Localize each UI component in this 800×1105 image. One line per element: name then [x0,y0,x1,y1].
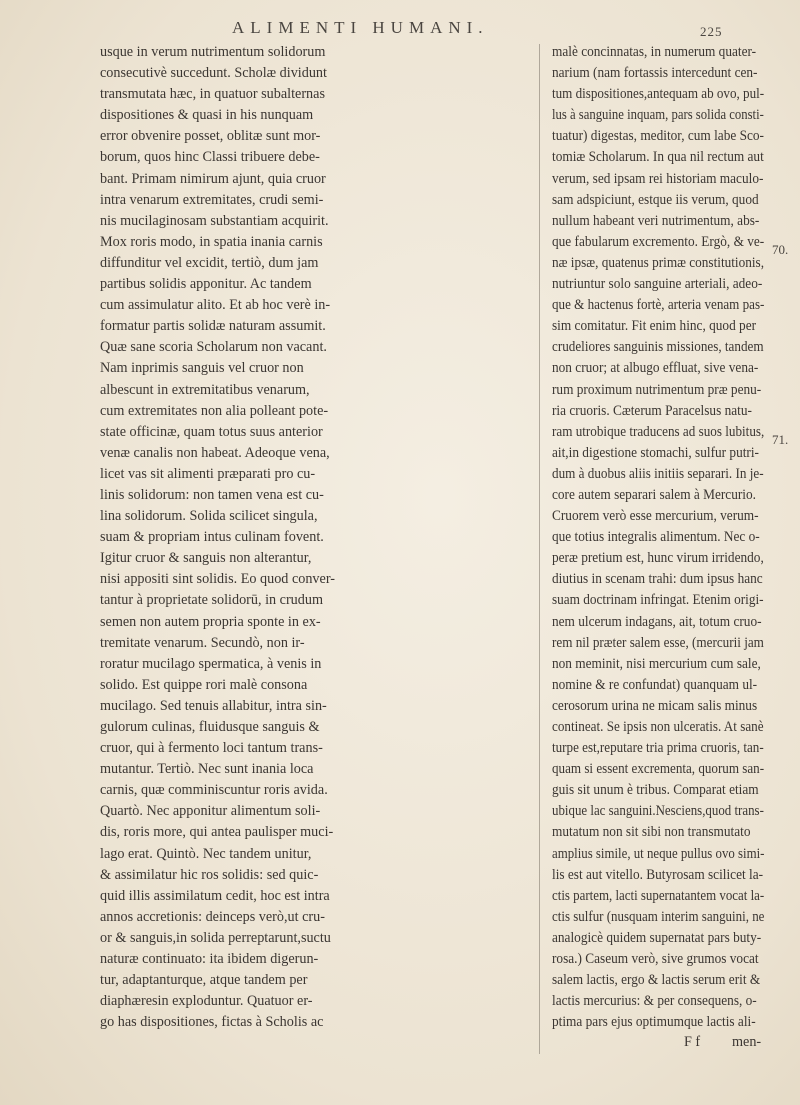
text-line: nullum habeant veri nutrimentum, abs- [552,212,760,229]
text-line: semen non autem propria sponte in ex- [100,613,321,630]
text-line: nomine & re confundat) quanquam ul- [552,676,758,693]
text-line: albescunt in extremitatibus venarum, [100,381,310,398]
text-line: nisi appositi sint solidis. Eo quod conver- [100,571,335,588]
text-line: diffunditur vel excidit, tertiò, dum jam [100,254,319,271]
page-number: 225 [700,24,723,39]
text-line: dis, roris more, qui antea paulisper muci- [100,824,334,841]
text-line: or & sanguis,in solida perreptarunt,suctu [100,929,331,946]
text-line: cum assimulatur alito. Et ab hoc verè in- [100,297,331,314]
text-line: transmutata hæc, in quatuor subalternas [100,86,325,103]
text-line: solido. Est quippe rori malè consona [100,676,308,693]
text-line: næ ipsæ, quatenus primæ constitutionis, [552,254,765,271]
text-line: carnis, quæ comminiscuntur roris avida. [100,782,328,799]
catchword: men- [732,1034,762,1050]
text-line: gulorum culinas, fluidusque sanguis & [100,719,320,735]
text-line: cum extremitates non alia polleant pote- [100,402,329,419]
text-line: guis sit unum è tribus. Comparat etiam [552,782,759,799]
text-line: quid illis assimilatum cedit, hoc est intra [100,887,330,904]
text-line: nem ulcerum indagans, ait, totum cruo- [552,613,762,630]
text-line: venæ canalis non habeat. Adeoque vena, [100,444,330,461]
text-line: core autem separari salem à Mercurio. [552,486,756,503]
text-line: malè concinnatas, in numerum quater- [552,44,757,60]
text-line: turpe est,reputare tria prima cruoris, tan- [552,740,764,757]
text-line: Quæ sane scoria Scholarum non vacant. [100,339,327,356]
text-line: lus à sanguine inquam, pars solida consti- [552,107,764,124]
text-line: lis est aut vitello. Butyrosam scilicet la- [552,866,764,883]
text-line: tum dispositiones,antequam ab ovo, pul- [552,86,765,103]
text-line: dispositiones & quasi in his nunquam [100,107,314,124]
text-line: diaphæresin exploduntur. Quatuor er- [100,993,313,1010]
text-line: que totius integralis alimentum. Nec o- [552,529,760,546]
text-line: borum, quos hinc Classi tribuere debe- [100,149,320,166]
text-line: diutius in scenam trahi: dum ipsus hanc [552,571,763,588]
text-line: rem nil præter salem esse, (mercurii jam [552,634,764,651]
text-line: mutantur. Tertiò. Nec sunt inania loca [100,761,314,778]
text-line: tomiæ Scholarum. In qua nil rectum aut [552,149,764,166]
text-line: Igitur cruor & sanguis non alterantur, [100,550,312,567]
text-line: analogicè quidem supernatat pars buty- [552,929,762,946]
text-line: state officinæ, quam totus suus anterior [100,423,323,440]
text-line: peræ pretium est, hunc virum irridendo, [552,550,764,567]
text-line: intra venarum extremitates, crudi semi- [100,191,324,208]
running-head: ALIMENTI HUMANI. [232,18,489,37]
text-line: ait,in digestione stomachi, sulfur putri- [552,444,759,461]
text-line: tur, adaptanturque, atque tandem per [100,972,308,989]
text-line: bant. Primam nimirum ajunt, quia cruor [100,170,326,187]
text-line: que & hactenus fortè, arteria venam pas- [552,297,765,314]
text-line: naturæ continuato: ita ibidem digerun- [100,951,319,968]
text-line: consecutivè succedunt. Scholæ dividunt [100,65,327,82]
text-line: lago erat. Quintò. Nec tandem unitur, [100,845,312,862]
text-line: suam & propriam intus culinam fovent. [100,529,324,546]
text-line: linis solidorum: non tamen vena est cu- [100,486,324,503]
text-line: ptima pars ejus optimumque lactis ali- [552,1014,756,1031]
text-line: Nam inprimis sanguis vel cruor non [100,360,304,377]
text-line: lina solidorum. Solida scilicet singula, [100,508,318,525]
text-line: annos accretionis: deinceps verò,ut cru- [100,908,325,925]
text-line: que fabularum excremento. Ergò, & ve- [552,233,765,250]
text-line: nutriuntur solo sanguine arteriali, adeo- [552,276,763,293]
text-line: ram utrobique traducens ad suos lubitus, [552,423,765,440]
text-line: lactis mercurius: & per consequens, o- [552,993,757,1010]
text-line: tremitate venarum. Secundò, non ir- [100,634,305,651]
text-line: rum proximum nutrimentum præ penu- [552,381,762,398]
margin-note-70: 70. [772,242,789,257]
text-line: usque in verum nutrimentum solidorum [100,44,326,60]
text-line: tantur à proprietate solidorū, in crudum [100,592,323,609]
text-line: suam doctrinam infringat. Etenim origi- [552,592,764,609]
text-line: ubique lac sanguini.Nesciens,quod trans- [552,803,764,820]
text-line: licet vas sit alimenti præparati pro cu- [100,465,316,482]
text-line: crudeliores sanguinis missiones, tandem [552,339,764,356]
text-line: salem lactis, ergo & lactis serum erit & [552,972,761,989]
text-line: error obvenire posset, oblitæ sunt mor- [100,128,321,145]
text-line: dum à duobus aliis initiis separari. In je- [552,465,764,482]
left-text-column [100,42,532,1033]
text-line: verum, sed ipsam rei historiam maculo- [552,170,764,187]
text-line: ctis partem, lacti supernatantem vocat la- [552,887,765,904]
text-line: mutatum non sit sibi non transmutato [552,824,751,841]
text-line: quam si essent excrementa, quorum san- [552,761,765,778]
text-line: amplius simile, ut neque pullus ovo simi- [552,845,765,862]
text-line: cerosorum urina ne micam salis minus [552,697,758,714]
text-line: nis mucilaginosam substantiam acquirit. [100,212,329,229]
margin-note-71: 71. [772,432,789,447]
text-line: sam adspiciunt, estque iis verum, quod [552,191,759,208]
text-line: non cruor; at albugo effluat, sive vena- [552,360,759,377]
text-line: mucilago. Sed tenuis allabitur, intra sin- [100,697,327,714]
text-line: tuatur) digestas, meditor, cum labe Sco- [552,128,764,145]
text-line: rosa.) Caseum verò, sive grumos vocat [552,951,759,968]
text-line: go has dispositiones, fictas à Scholis ac [100,1014,324,1031]
text-line: ctis sulfur (nusquam interim sanguini, ne [552,908,765,925]
text-line: roratur mucilago spermatica, à venis in [100,655,322,672]
text-line: Mox roris modo, in spatia inania carnis [100,233,323,250]
text-line: cruor, qui à fermento loci tantum trans- [100,740,323,757]
signature-mark: F f [684,1034,701,1050]
text-line: ria cruoris. Cæterum Paracelsus natu- [552,402,752,419]
text-line: formatur partis solidæ naturam assumit. [100,318,326,335]
column-divider [539,44,540,1054]
right-text-column [552,42,766,1033]
text-line: narium (nam fortassis intercedunt cen- [552,65,758,82]
text-line: non meminit, nisi mercurium cum sale, [552,655,761,672]
text-line: sim comitatur. Fit enim hinc, quod per [552,318,757,335]
text-line: contineat. Se ipsis non ulceratis. At sanè [552,719,764,735]
text-line: & assimilatur hic ros solidis: sed quic- [100,866,319,883]
text-line: Cruorem verò esse mercurium, verum- [552,508,759,525]
text-line: Quartò. Nec apponitur alimentum soli- [100,803,321,820]
text-line: partibus solidis apponitur. Ac tandem [100,276,312,293]
